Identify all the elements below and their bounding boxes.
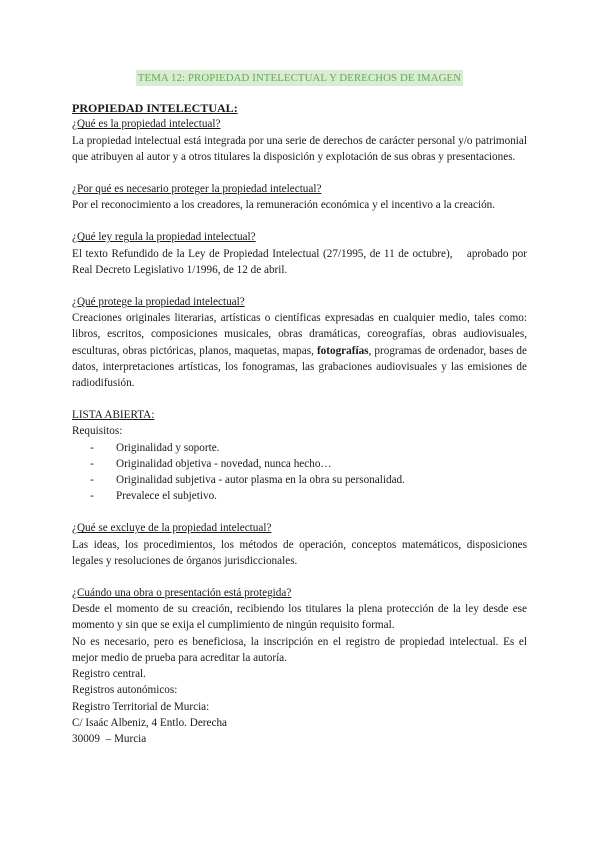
list-item: - Prevalece el subjetivo. bbox=[90, 488, 527, 504]
requisitos-list bbox=[72, 440, 527, 505]
question-por-que: ¿Por qué es necesario proteger la propiedad intelectual? bbox=[72, 183, 322, 196]
document-title: TEMA 12: PROPIEDAD INTELECTUAL Y DERECHOS DE IMAGEN bbox=[136, 70, 463, 86]
section-heading: PROPIEDAD INTELECTUAL: bbox=[72, 101, 238, 116]
registro-line: Registro central. bbox=[72, 668, 146, 681]
answer-que-protege-part1: Creaciones originales literarias, artísticas o científicas expresadas en cualquier medio, tales como: libros, escritos, composiciones musicales, obras dramáticas, coreografías, obras audiovisuales, esculturas, obras pictóricas, planos, maquetas, mapas, bbox=[72, 312, 527, 357]
title-wrap bbox=[72, 70, 527, 86]
answer-por-que: Por el reconocimiento a los creadores, la remuneración económica y el incentivo a la creación. bbox=[72, 199, 496, 212]
answer-protegida-p1: Desde el momento de su creación, recibiendo los titulares la plena protección de la ley desde ese momento y sin que se exija el cumplimiento de ningún requisito formal. bbox=[72, 603, 527, 632]
answer-que-ley: El texto Refundido de la Ley de Propiedad Intelectual (27/1995, de 11 de octubre), aprobado por Real Decreto Legislativo 1/1996, de 12 de abril. bbox=[72, 247, 530, 276]
document-page bbox=[72, 70, 530, 747]
answer-que-protege bbox=[72, 310, 527, 391]
question-protegida: ¿Cuándo una obra o presentación está protegida? bbox=[72, 587, 292, 600]
answer-que-protege-bold: fotografías bbox=[316, 344, 369, 357]
list-item: - Originalidad objetiva - novedad, nunca hecho… bbox=[90, 456, 527, 472]
answer-que-protege-part2: , programas de ordenador, bases de datos, interpretaciones artísticas, los fonogramas, las grabaciones audiovisuales y las emisiones de radiodifusión. bbox=[72, 344, 527, 390]
question-que-ley: ¿Qué ley regula la propiedad intelectual? bbox=[72, 231, 256, 244]
lista-heading: LISTA ABIERTA: bbox=[72, 409, 155, 422]
registro-line: Registros autonómicos: bbox=[72, 684, 178, 697]
question-excluye: ¿Qué se excluye de la propiedad intelectual? bbox=[72, 522, 272, 535]
answer-que-es: La propiedad intelectual está integrada por una serie de derechos de carácter personal y/o patrimonial que atribuyen al autor y a otros titulares la disposición y explotación de sus obras y presentaciones. bbox=[72, 134, 527, 163]
answer-protegida-p2: No es necesario, pero es beneficiosa, la inscripción en el registro de propiedad intelectual. Es el mejor medio de prueba para acreditar la autoría. bbox=[72, 635, 527, 664]
question-que-protege: ¿Qué protege la propiedad intelectual? bbox=[72, 296, 245, 309]
registro-line: C/ Isaác Albeniz, 4 Entlo. Derecha bbox=[72, 716, 228, 729]
answer-excluye: Las ideas, los procedimientos, los métodos de operación, conceptos matemáticos, disposiciones legales y resoluciones de órganos jurisdiccionales. bbox=[72, 538, 527, 567]
question-que-es: ¿Qué es la propiedad intelectual? bbox=[72, 118, 221, 131]
registro-line: Registro Territorial de Murcia: bbox=[72, 700, 210, 713]
list-item: - Originalidad y soporte. bbox=[90, 440, 527, 456]
list-item: - Originalidad subjetiva - autor plasma en la obra su personalidad. bbox=[90, 472, 527, 488]
lista-label: Requisitos: bbox=[72, 425, 123, 438]
registro-line: 30009 – Murcia bbox=[72, 732, 147, 745]
